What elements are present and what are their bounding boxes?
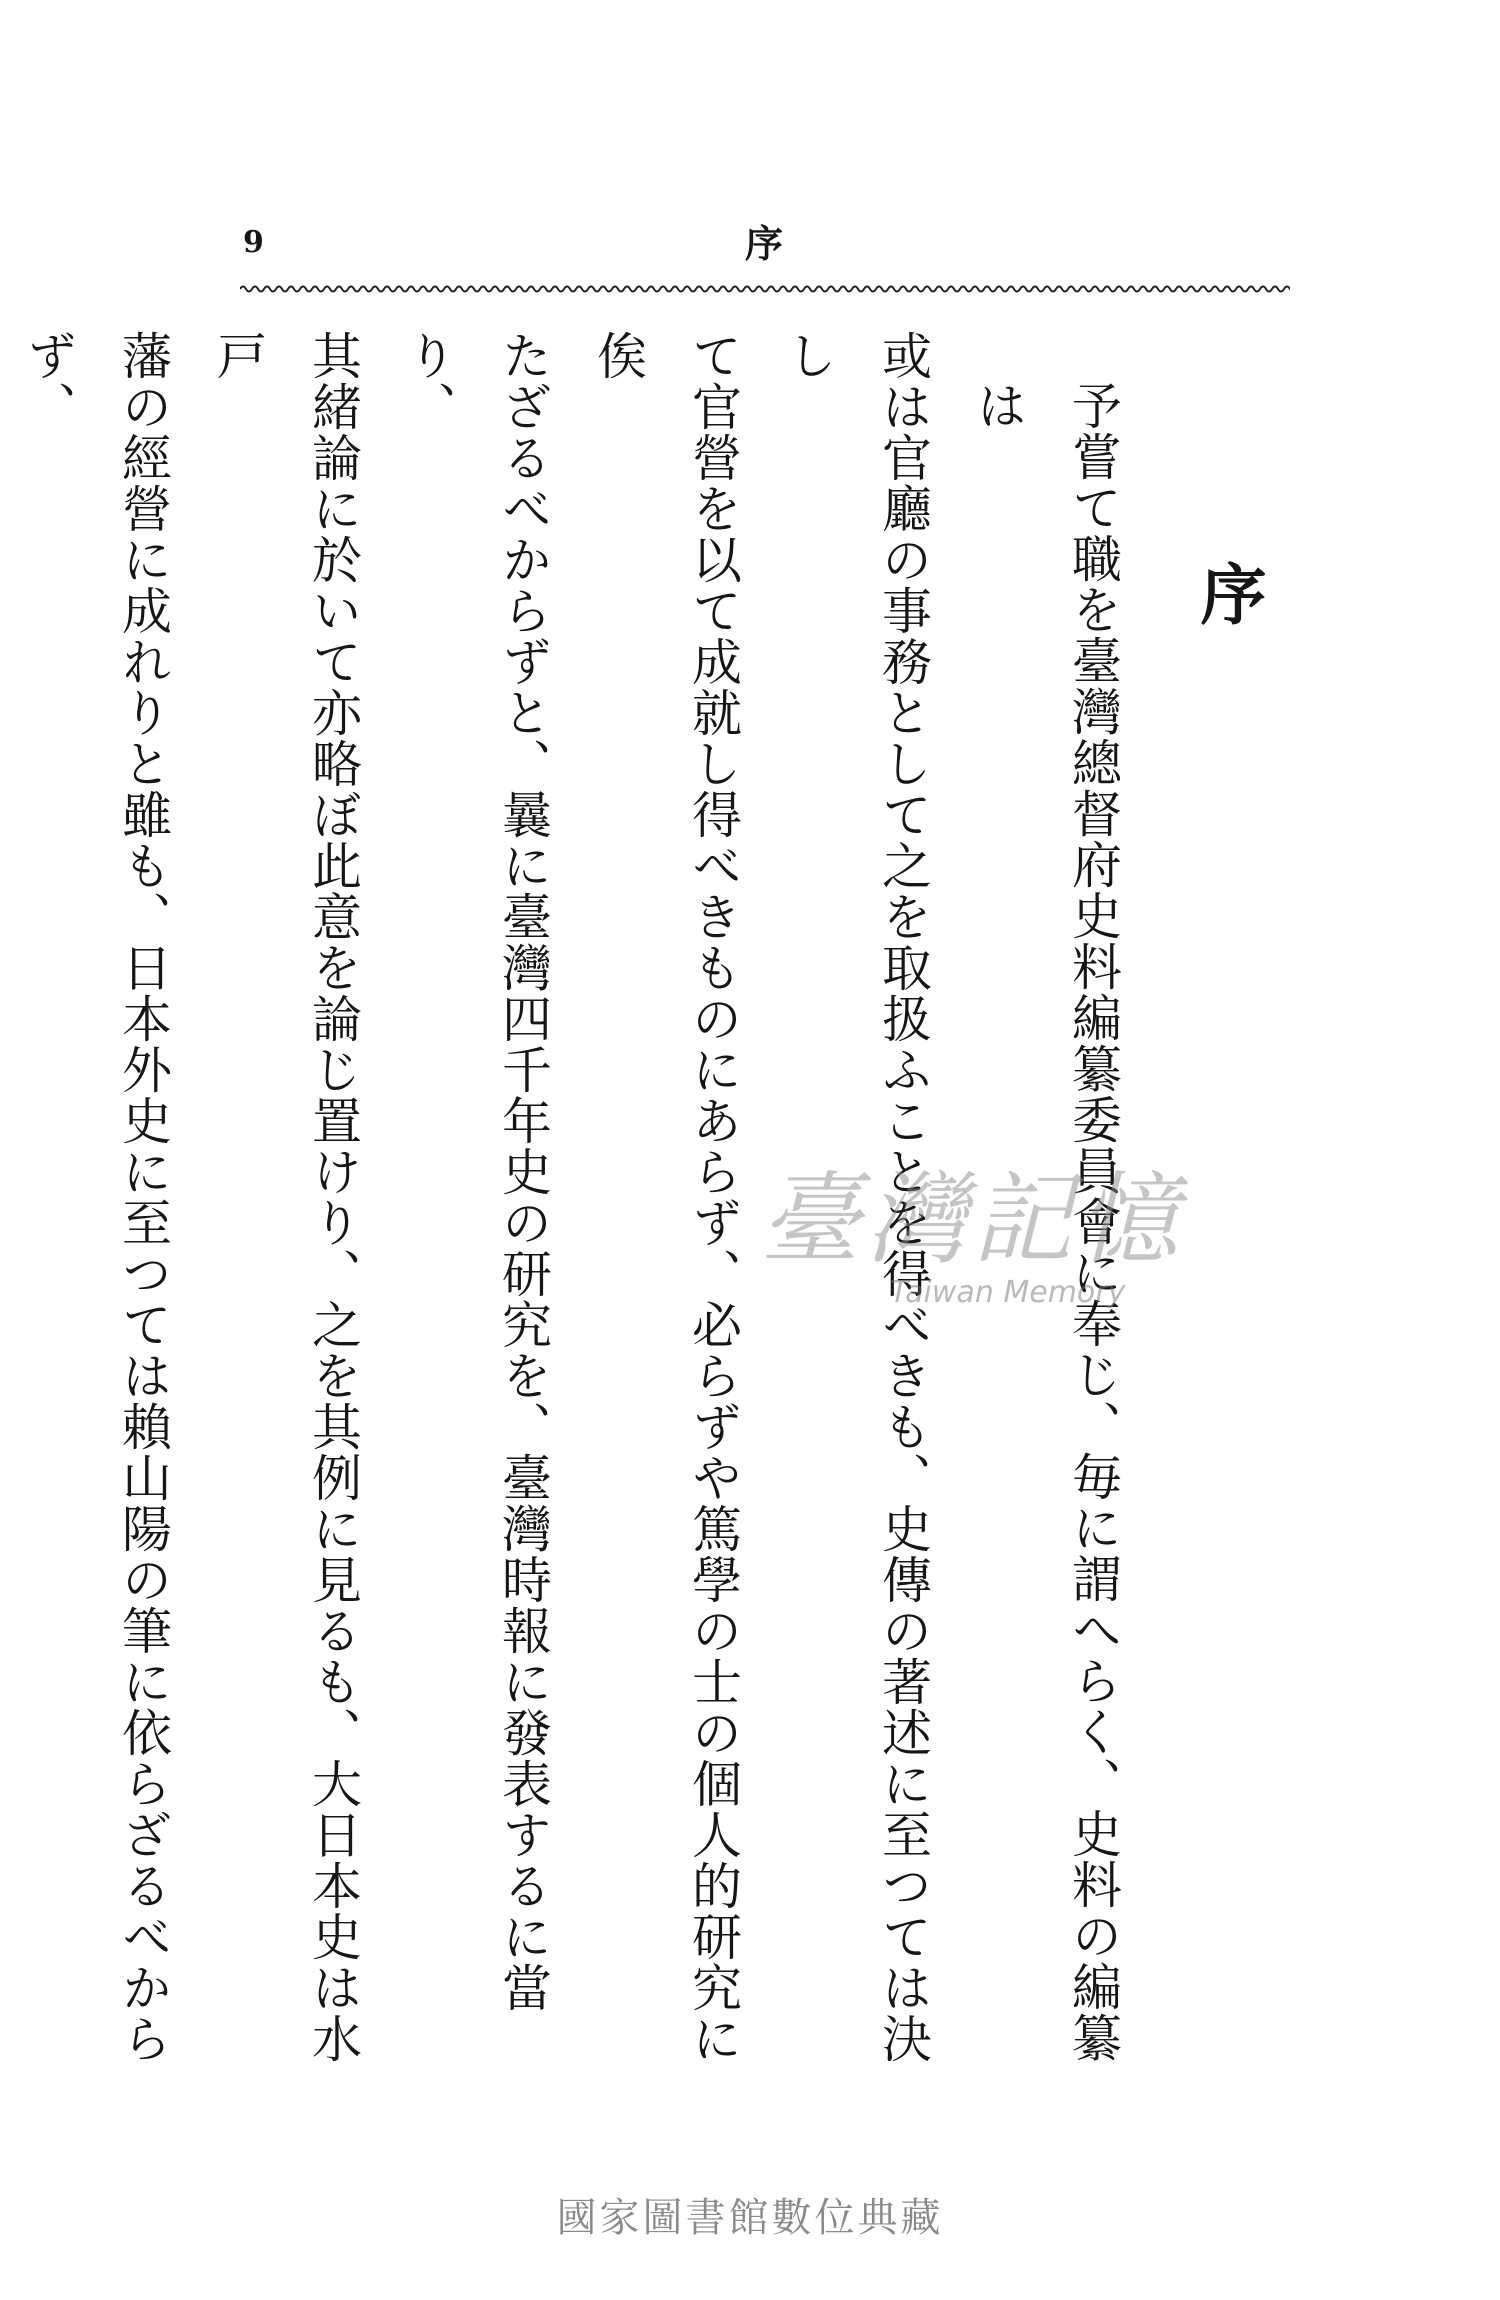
library-footer: 國家圖書館數位典藏 (556, 2195, 944, 2241)
running-title: 序 (745, 221, 784, 266)
text-line: 其緒論に於いて亦略ぼ此意を論じ置けり、之を其例に見るも、大日本史は水戸 (209, 330, 362, 2064)
taiwan-memory-watermark (760, 1161, 1250, 1330)
watermark-main-text: 臺灣記憶 (760, 1161, 1184, 1278)
text-line: て官營を以て成就し得べきものにあらず、必らずや篤學の士の個人的研究に俟 (589, 330, 742, 2064)
chapter-title: 序 (1189, 560, 1267, 626)
text-line: たざるべからずと、曩に臺灣四千年史の研究を、臺灣時報に發表するに當り、 (399, 330, 552, 2013)
page-number: 9 (243, 225, 264, 260)
watermark-sub-text: Taiwan Memory (890, 1275, 1126, 1310)
wavy-header-rule (240, 282, 1290, 296)
text-line: 予嘗て職を臺灣總督府史料編纂委員會に奉じ、毎に謂へらく、史料の編纂は (969, 380, 1122, 2063)
text-line: 藩の經營に成れりと雖も、日本外史に至つては賴山陽の筆に依らざるべからず、 (19, 330, 172, 2064)
text-line: 或は官廳の事務として之を取扱ふことを得べきも、史傳の著述に至つては決し (779, 330, 932, 2064)
